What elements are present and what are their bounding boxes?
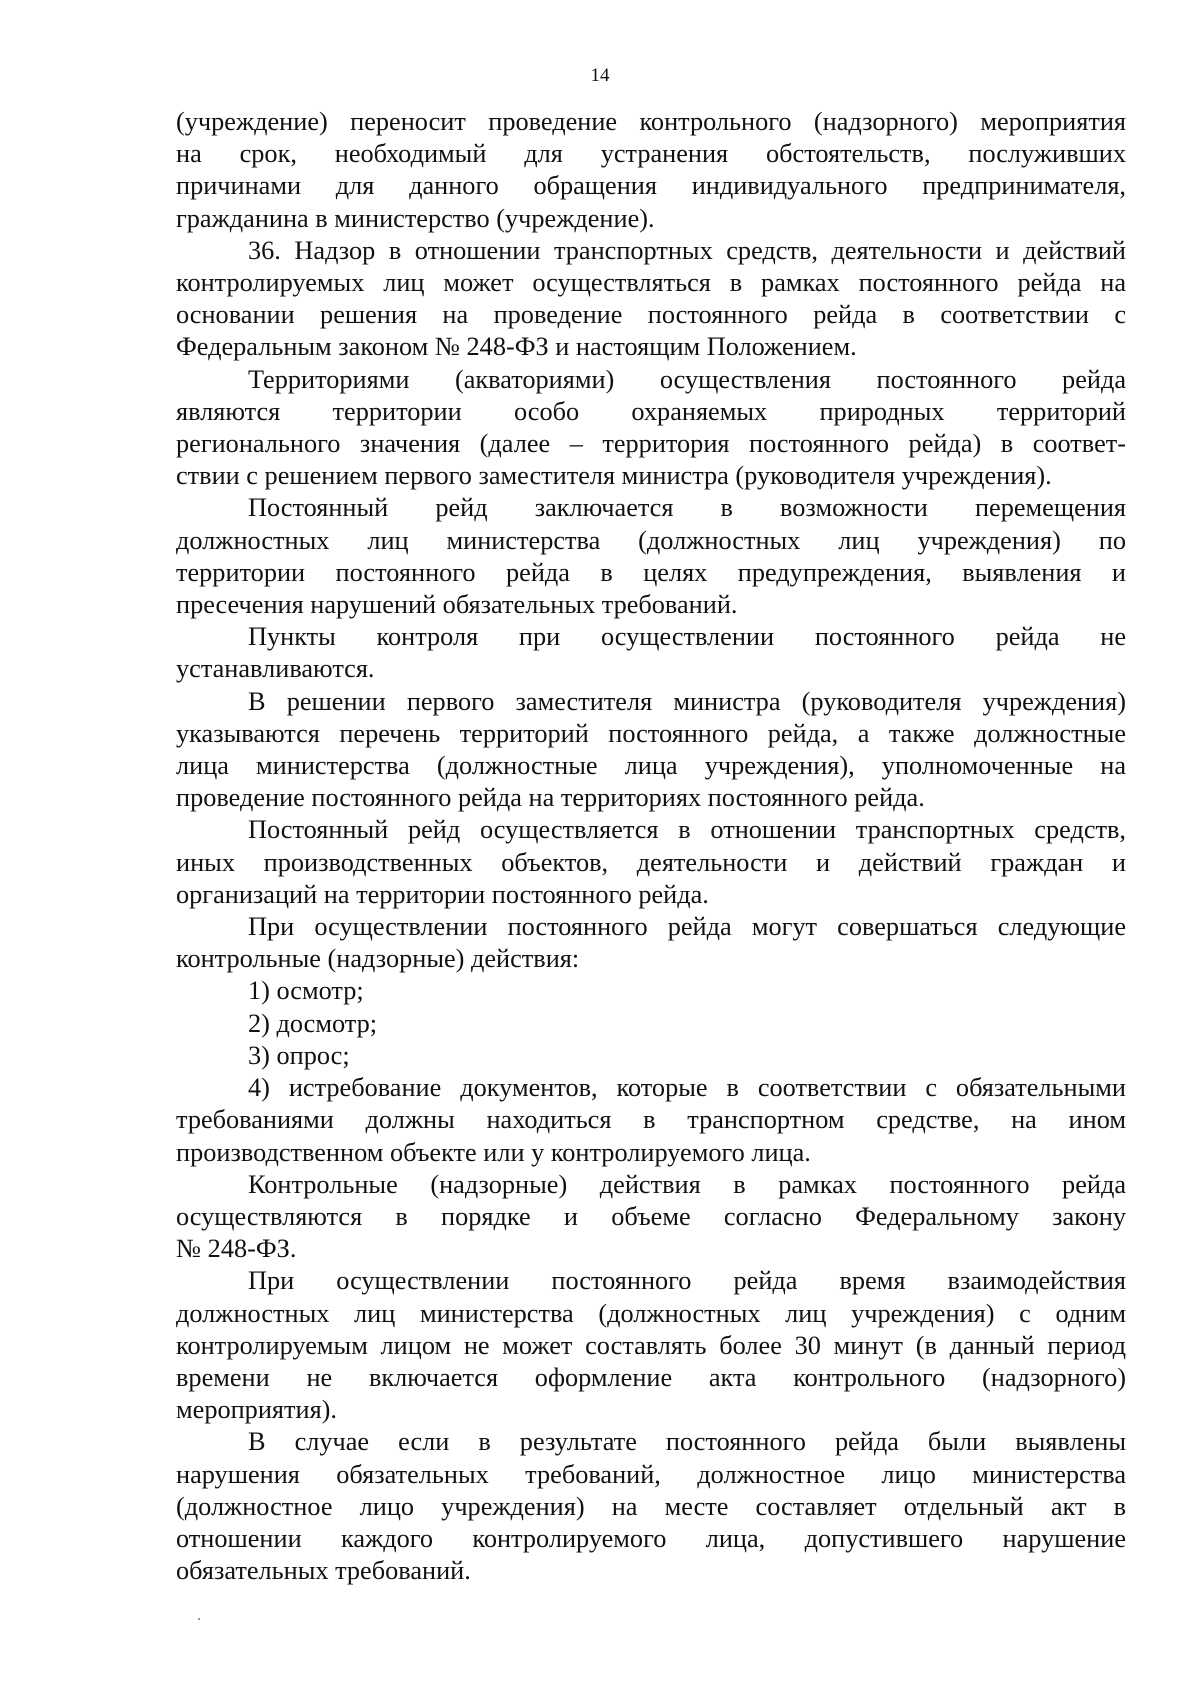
text-line: При осуществлении постоянного рейда могут совершаться следующие	[248, 912, 1126, 942]
text-line: требованиями должны находиться в транспортном средстве, на ином	[176, 1105, 1126, 1135]
paragraph-raid-scope	[176, 814, 1126, 911]
text-line: устанавливаются.	[176, 654, 375, 684]
text-line: регионального значения (далее – территория постоянного рейда) в соответ-	[176, 429, 1126, 459]
text-line: должностных лиц министерства (должностных лиц учреждения) с одним	[176, 1298, 1126, 1328]
paragraph-list-item-4	[176, 1072, 1126, 1169]
text-line: Постоянный рейд осуществляется в отношении транспортных средств,	[248, 815, 1126, 845]
text-line: контролируемым лицом не может составлять более 30 минут (в данный период	[176, 1330, 1126, 1360]
text-line: пресечения нарушений обязательных требований.	[176, 590, 738, 620]
text-line: проведение постоянного рейда на территориях постоянного рейда.	[176, 783, 925, 813]
paragraph-raid-definition	[176, 492, 1126, 621]
text-line: № 248-ФЗ.	[176, 1234, 297, 1264]
text-line: контрольные (надзорные) действия:	[176, 944, 580, 974]
text-line: мероприятия).	[176, 1395, 337, 1425]
page-number: 14	[590, 65, 610, 86]
text-line: В решении первого заместителя министра (руководителя учреждения)	[248, 686, 1126, 716]
text-line: указываются перечень территорий постоянного рейда, а также должностные	[176, 718, 1126, 748]
text-line: Федеральным законом № 248-ФЗ и настоящим Положением.	[176, 332, 857, 362]
text-line: В случае если в результате постоянного рейда были выявлены	[248, 1427, 1126, 1457]
text-line: (должностное лицо учреждения) на месте составляет отдельный акт в	[176, 1491, 1126, 1521]
text-line: контролируемых лиц может осуществляться в рамках постоянного рейда на	[176, 268, 1126, 298]
text-line: лица министерства (должностные лица учреждения), уполномоченные на	[176, 751, 1126, 781]
text-line: отношении каждого контролируемого лица, допустившего нарушение	[176, 1523, 1126, 1553]
paragraph-actions-order	[176, 1169, 1126, 1266]
text-line: времени не включается оформление акта контрольного (надзорного)	[176, 1362, 1126, 1392]
text-line: гражданина в министерство (учреждение).	[176, 203, 655, 233]
text-line: При осуществлении постоянного рейда время взаимодействия	[248, 1266, 1126, 1296]
text-line: Контрольные (надзорные) действия в рамках постоянного рейда	[248, 1169, 1126, 1199]
paragraph-actions-intro	[176, 911, 1126, 975]
list-item: 3) опрос;	[248, 1040, 350, 1070]
text-line: основании решения на проведение постоянного рейда в соответствии с	[176, 300, 1126, 330]
text-line: причинами для данного обращения индивидуального предпринимателя,	[176, 171, 1126, 201]
text-line: должностных лиц министерства (должностных лиц учреждения) по	[176, 525, 1126, 555]
text-line: нарушения обязательных требований, должностное лицо министерства	[176, 1459, 1126, 1489]
actions-list	[176, 975, 1126, 1072]
document-body	[176, 106, 1126, 1587]
text-line: производственном объекте или у контролируемого лица.	[176, 1137, 811, 1167]
paragraph-control-points	[176, 621, 1126, 685]
scan-speck	[198, 1618, 200, 1620]
text-line: ствии с решением первого заместителя министра (руководителя учреждения).	[176, 461, 1052, 491]
text-line: организаций на территории постоянного рейда.	[176, 879, 709, 909]
paragraph-territories	[176, 364, 1126, 493]
text-line: являются территории особо охраняемых природных территорий	[176, 396, 1126, 426]
text-line: осуществляются в порядке и объеме согласно Федеральному закону	[176, 1201, 1126, 1231]
text-line: иных производственных объектов, деятельности и действий граждан и	[176, 847, 1126, 877]
list-item: 2) досмотр;	[248, 1008, 378, 1038]
text-line: на срок, необходимый для устранения обстоятельств, послуживших	[176, 139, 1126, 169]
text-line: (учреждение) переносит проведение контрольного (надзорного) мероприятия	[176, 107, 1126, 136]
text-line: Территориями (акваториями) осуществления постоянного рейда	[248, 364, 1126, 394]
paragraph-continuation	[176, 106, 1126, 235]
text-line: 36. Надзор в отношении транспортных средств, деятельности и действий	[248, 235, 1126, 265]
text-line: 4) истребование документов, которые в соответствии с обязательными	[248, 1073, 1126, 1103]
text-line: территории постоянного рейда в целях предупреждения, выявления и	[176, 557, 1126, 587]
list-item: 1) осмотр;	[248, 976, 364, 1006]
paragraph-interaction-time	[176, 1265, 1126, 1426]
text-line: Пункты контроля при осуществлении постоянного рейда не	[248, 622, 1126, 652]
text-line: Постоянный рейд заключается в возможности перемещения	[248, 493, 1126, 523]
paragraph-violations	[176, 1426, 1126, 1587]
paragraph-clause-36	[176, 235, 1126, 364]
text-line: обязательных требований.	[176, 1556, 471, 1586]
paragraph-decision-contents	[176, 686, 1126, 815]
